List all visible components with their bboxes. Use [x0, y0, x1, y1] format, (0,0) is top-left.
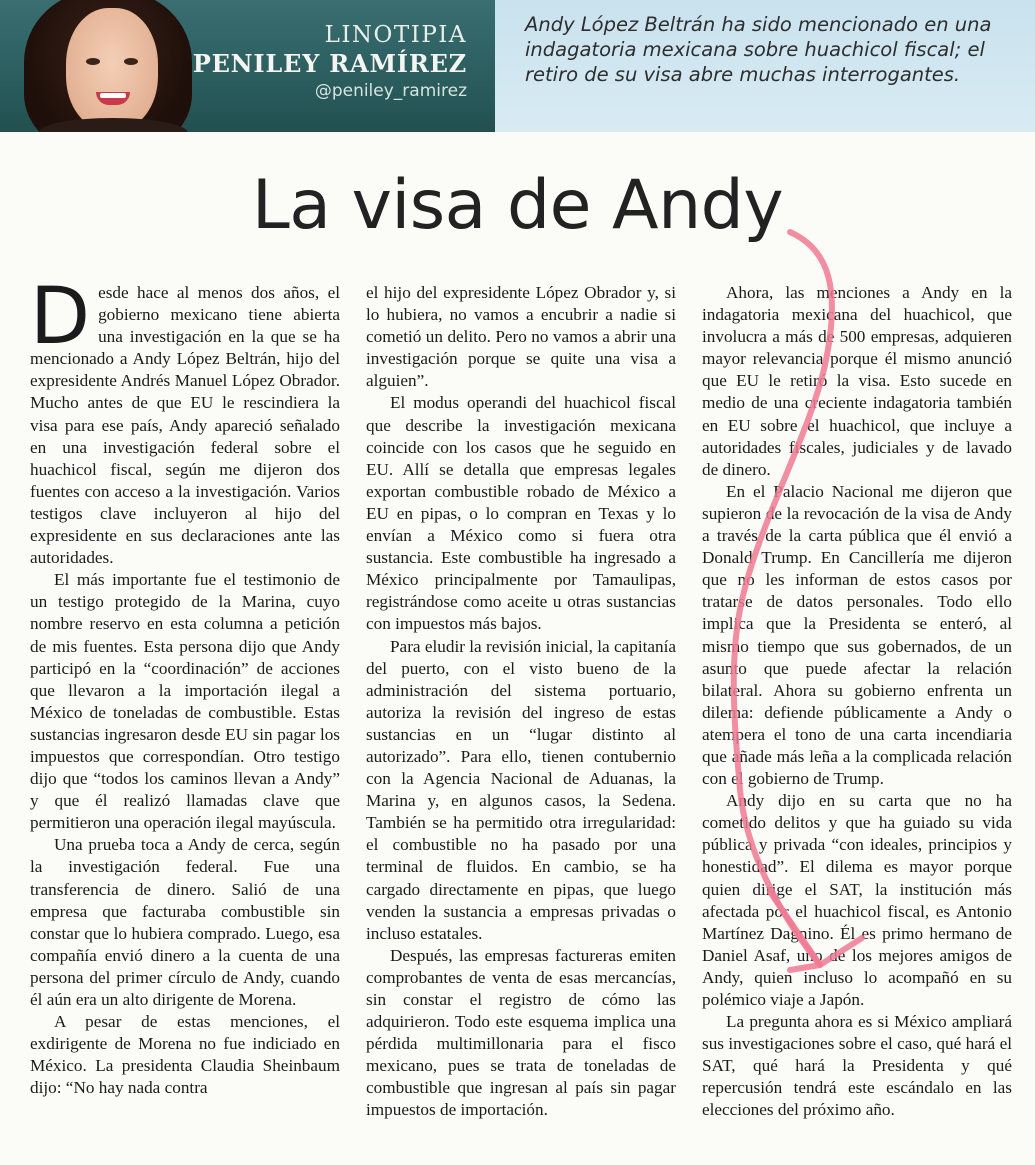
paragraph: La pregunta ahora es si México ampliará sus investigaciones sobre el caso, qué hará el SAT, qué hará la Presidenta y qué repercusión tendrá este escándalo en las elecciones del próximo año.: [702, 1012, 1012, 1120]
paragraph: Después, las empresas factureras emiten comprobantes de venta de esas mercancías, sin constar el registro de cómo las adquirieron. Todo este esquema implica una pérdida multimillonaria para el fisco mexicano, pues se trata de toneladas de combustible que ingresan al país sin pagar impuestos de importación.: [366, 945, 676, 1120]
lede-text: Andy López Beltrán ha sido mencionado en una indagatoria mexicana sobre huachicol fiscal; el retiro de su visa abre muchas interrogantes.: [525, 13, 992, 86]
portrait-face: [66, 8, 158, 130]
column-name: LINOTIPIA: [324, 22, 467, 48]
paragraph: el hijo del expresidente López Obrador y, si lo hubiera, no vamos a encubrir a nadie si cometió un delito. Pero no vamos a abrir una investigación porque se quite una visa a alguien”.: [366, 283, 676, 391]
header-branding: [0, 0, 495, 132]
article-body: [30, 272, 1012, 1152]
paragraph: A pesar de estas menciones, el exdirigente de Morena no fue indiciado en México. La presidenta Claudia Sheinbaum dijo: “No hay nada contra: [30, 1012, 340, 1098]
column-1: [30, 272, 340, 1152]
portrait-eye: [124, 58, 138, 65]
author-handle: @peniley_ramirez: [314, 81, 467, 101]
author-name: PENILEY RAMÍREZ: [192, 49, 467, 78]
drop-cap: D: [30, 272, 91, 362]
paragraph: [30, 272, 340, 569]
paragraph: Andy dijo en su carta que no ha cometido delitos y que ha guiado su vida pública y privada “con ideales, principios y honestidad”. El dilema es mayor porque quien dirige el SAT, la institución más afectada por el huachicol fiscal, es Antonio Martínez Dagnino. Él es primo hermano de Daniel Asaf, uno de los mejores amigos de Andy, quien incluso lo acompañó en su polémico viaje a Japón.: [702, 791, 1012, 1009]
portrait-teeth: [100, 93, 126, 98]
paragraph: En el Palacio Nacional me dijeron que supieron de la revocación de la visa de Andy a través de la carta pública que él envió a Donald Trump. En Cancillería me dijeron que no les informan de estos casos por tratarse de datos personales. Todo ello implica que la Presidenta se enteró, al mismo tiempo que sus gobernados, de un asunto que puede afectar la relación bilateral. Ahora su gobierno enfrenta un dilema: defiende públicamente a Andy o atempera el tono de una carta incendiaria que añade más leña a la complicada relación con el gobierno de Trump.: [702, 481, 1012, 789]
paragraph-text: esde hace al menos dos años, el gobierno mexicano tiene abierta una investigación en la que se ha mencionado a Andy López Beltrán, hijo del expresidente Andrés Manuel López Obrador. Mucho antes de que EU le rescindiera la visa para ese país, Andy apareció señalado en una investigación federal sobre el huachicol fiscal, según me dijeron dos fuentes con acceso a la investigación. Varios testigos clave incluyeron al hijo del expresidente en sus declaraciones ante las autoridades.: [30, 283, 340, 568]
article-title: La visa de Andy: [251, 166, 784, 245]
lede-box: [495, 0, 1035, 132]
column-2: [366, 282, 676, 1152]
column-3: [702, 282, 1012, 1152]
author-portrait: [8, 0, 208, 132]
portrait-eye: [86, 58, 100, 65]
paragraph: El más importante fue el testimonio de un testigo protegido de la Marina, cuyo nombre reservo en esta columna a petición de mis fuentes. Esta persona dijo que Andy participó en la “coordinación” de acciones que llevaron a la importación ilegal a México de toneladas de combustible. Estas sustancias ingresaron desde EU sin pagar los impuestos que correspondían. Otro testigo dijo que “todos los caminos llevan a Andy” y que él realizó llamadas clave que permitieron una operación ilegal mayúscula.: [30, 570, 340, 833]
paragraph: Una prueba toca a Andy de cerca, según la investigación federal. Fue una transferencia de dinero. Salió de una empresa que facturaba combustible sin constar que lo hubiera comprado. Luego, esa compañía envió dinero a la cuenta de una persona del primer círculo de Andy, cuando él aún era un alto dirigente de Morena.: [30, 835, 340, 1009]
author-brand: [193, 22, 467, 101]
paragraph: El modus operandi del huachicol fiscal que describe la investigación mexicana coincide con los casos que he seguido en EU. Allí se detalla que empresas legales exportan combustible robado de México a EU en pipas, o lo compran en Texas y lo envían a México como si fuera otra sustancia. Este combustible ha ingresado a México principalmente por Tamaulipas, registrándose como aceite u otras sustancias con impuestos más bajos.: [366, 393, 676, 634]
column-header: [0, 0, 1035, 132]
paragraph: Para eludir la revisión inicial, la capitanía del puerto, con el visto bueno de la administración del sistema portuario, autoriza la revisión del ingreso de estas sustancias en un “lugar distinto al autorizado”. Para ello, tienen contubernio con la Agencia Nacional de Aduanas, la Marina y, en algunos casos, la Sedena. También se ha permitido otra irregularidad: el combustible no ha pasado por una terminal de fluidos. En cambio, se ha cargado directamente en pipas, que luego venden la sustancia a empresas privadas o incluso estatales.: [366, 636, 676, 943]
paragraph: Ahora, las menciones a Andy en la indagatoria mexicana del huachicol, que involucra a más de 500 empresas, adquieren mayor relevancia porque él mismo anunció que EU le retiró la visa. Esto sucede en medio de una creciente indagatoria también en EU sobre el huachicol, que incluye a autoridades fiscales, judiciales y de lavado de dinero.: [702, 283, 1012, 479]
